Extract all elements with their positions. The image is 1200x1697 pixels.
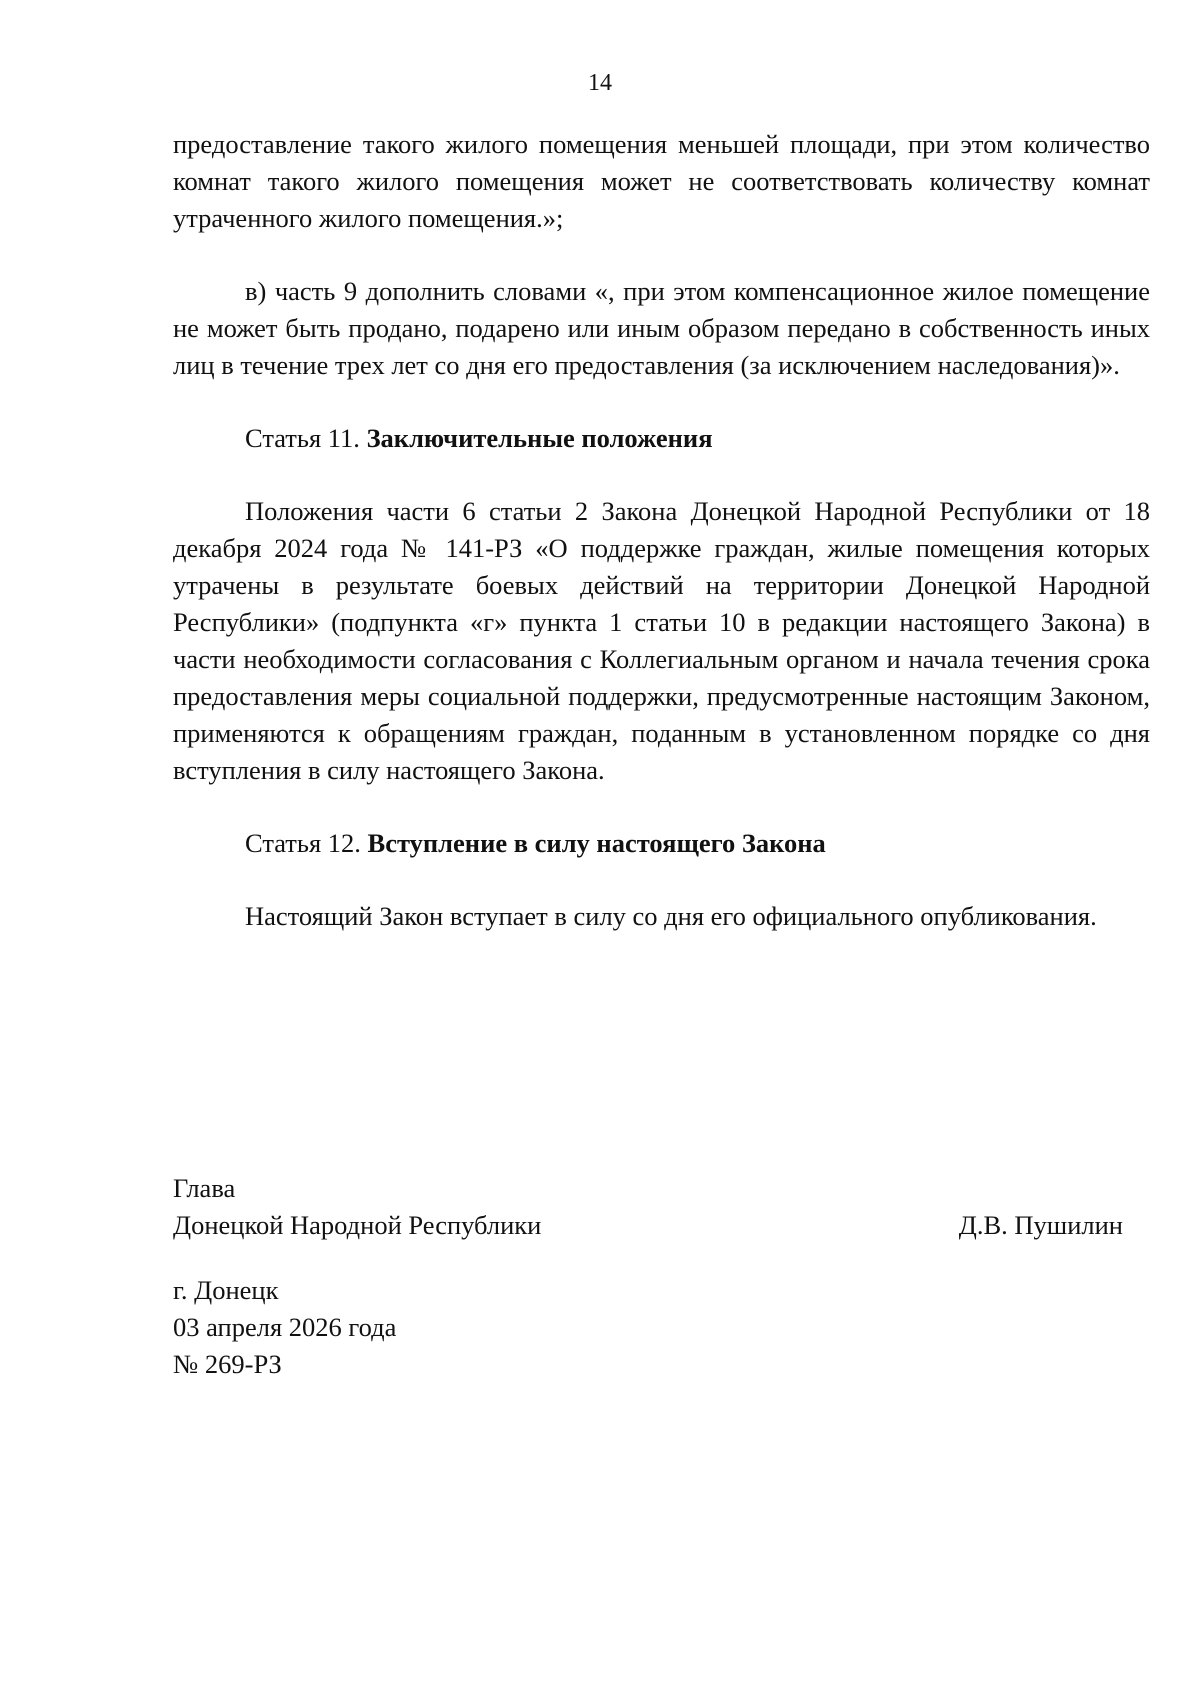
article-12-text: Настоящий Закон вступает в силу со дня его официального опубликования. [245, 901, 1097, 931]
paragraph-amendment-v: в) часть 9 дополнить словами «, при этом компенсационное жилое помещение не может быть продано, подарено или иным образом передано в собственность иных лиц в течение трех лет со дня его предоставления (за исключением наследования)». [173, 276, 1150, 380]
document-body [173, 126, 1150, 935]
signatory-position-line1: Глава [173, 1173, 236, 1203]
city: г. Донецк [173, 1275, 279, 1305]
signature-block [173, 1170, 1123, 1244]
date: 03 апреля 2026 года [173, 1312, 397, 1342]
paragraph-continuation: предоставление такого жилого помещения меньшей площади, при этом количество комнат такого жилого помещения может не соответствовать количеству комнат утраченного жилого помещения.»; [173, 129, 1150, 233]
place-date-block [173, 1272, 396, 1383]
article-11-text: Положения части 6 статьи 2 Закона Донецкой Народной Республики от 18 декабря 2024 года № 141-РЗ «О поддержке граждан, жилые помещения которых утрачены в результате боевых действий на территории Донецкой Народной Республики» (подпункта «г» пункта 1 статьи 10 в редакции настоящего Закона) в части необходимости согласования с Коллегиальным органом и начала течения срока предоставления меры социальной поддержки, предусмотренные настоящим Законом, применяются к обращениям граждан, поданным в установленном порядке со дня вступления в силу настоящего Закона. [173, 496, 1150, 785]
article-11-title: Заключительные положения [366, 423, 713, 453]
article-12-title: Вступление в силу настоящего Закона [367, 828, 826, 858]
article-12-heading [173, 825, 1150, 862]
article-11-prefix: Статья 11. [245, 423, 360, 453]
law-number: № 269-РЗ [173, 1349, 282, 1379]
article-12-prefix: Статья 12. [245, 828, 361, 858]
signatory-name: Д.В. Пушилин [958, 1210, 1123, 1240]
article-11-heading [173, 420, 1150, 457]
page-number: 14 [588, 70, 612, 96]
signatory-position-line2: Донецкой Народной Республики [173, 1210, 542, 1240]
signature-row [173, 1207, 1123, 1244]
